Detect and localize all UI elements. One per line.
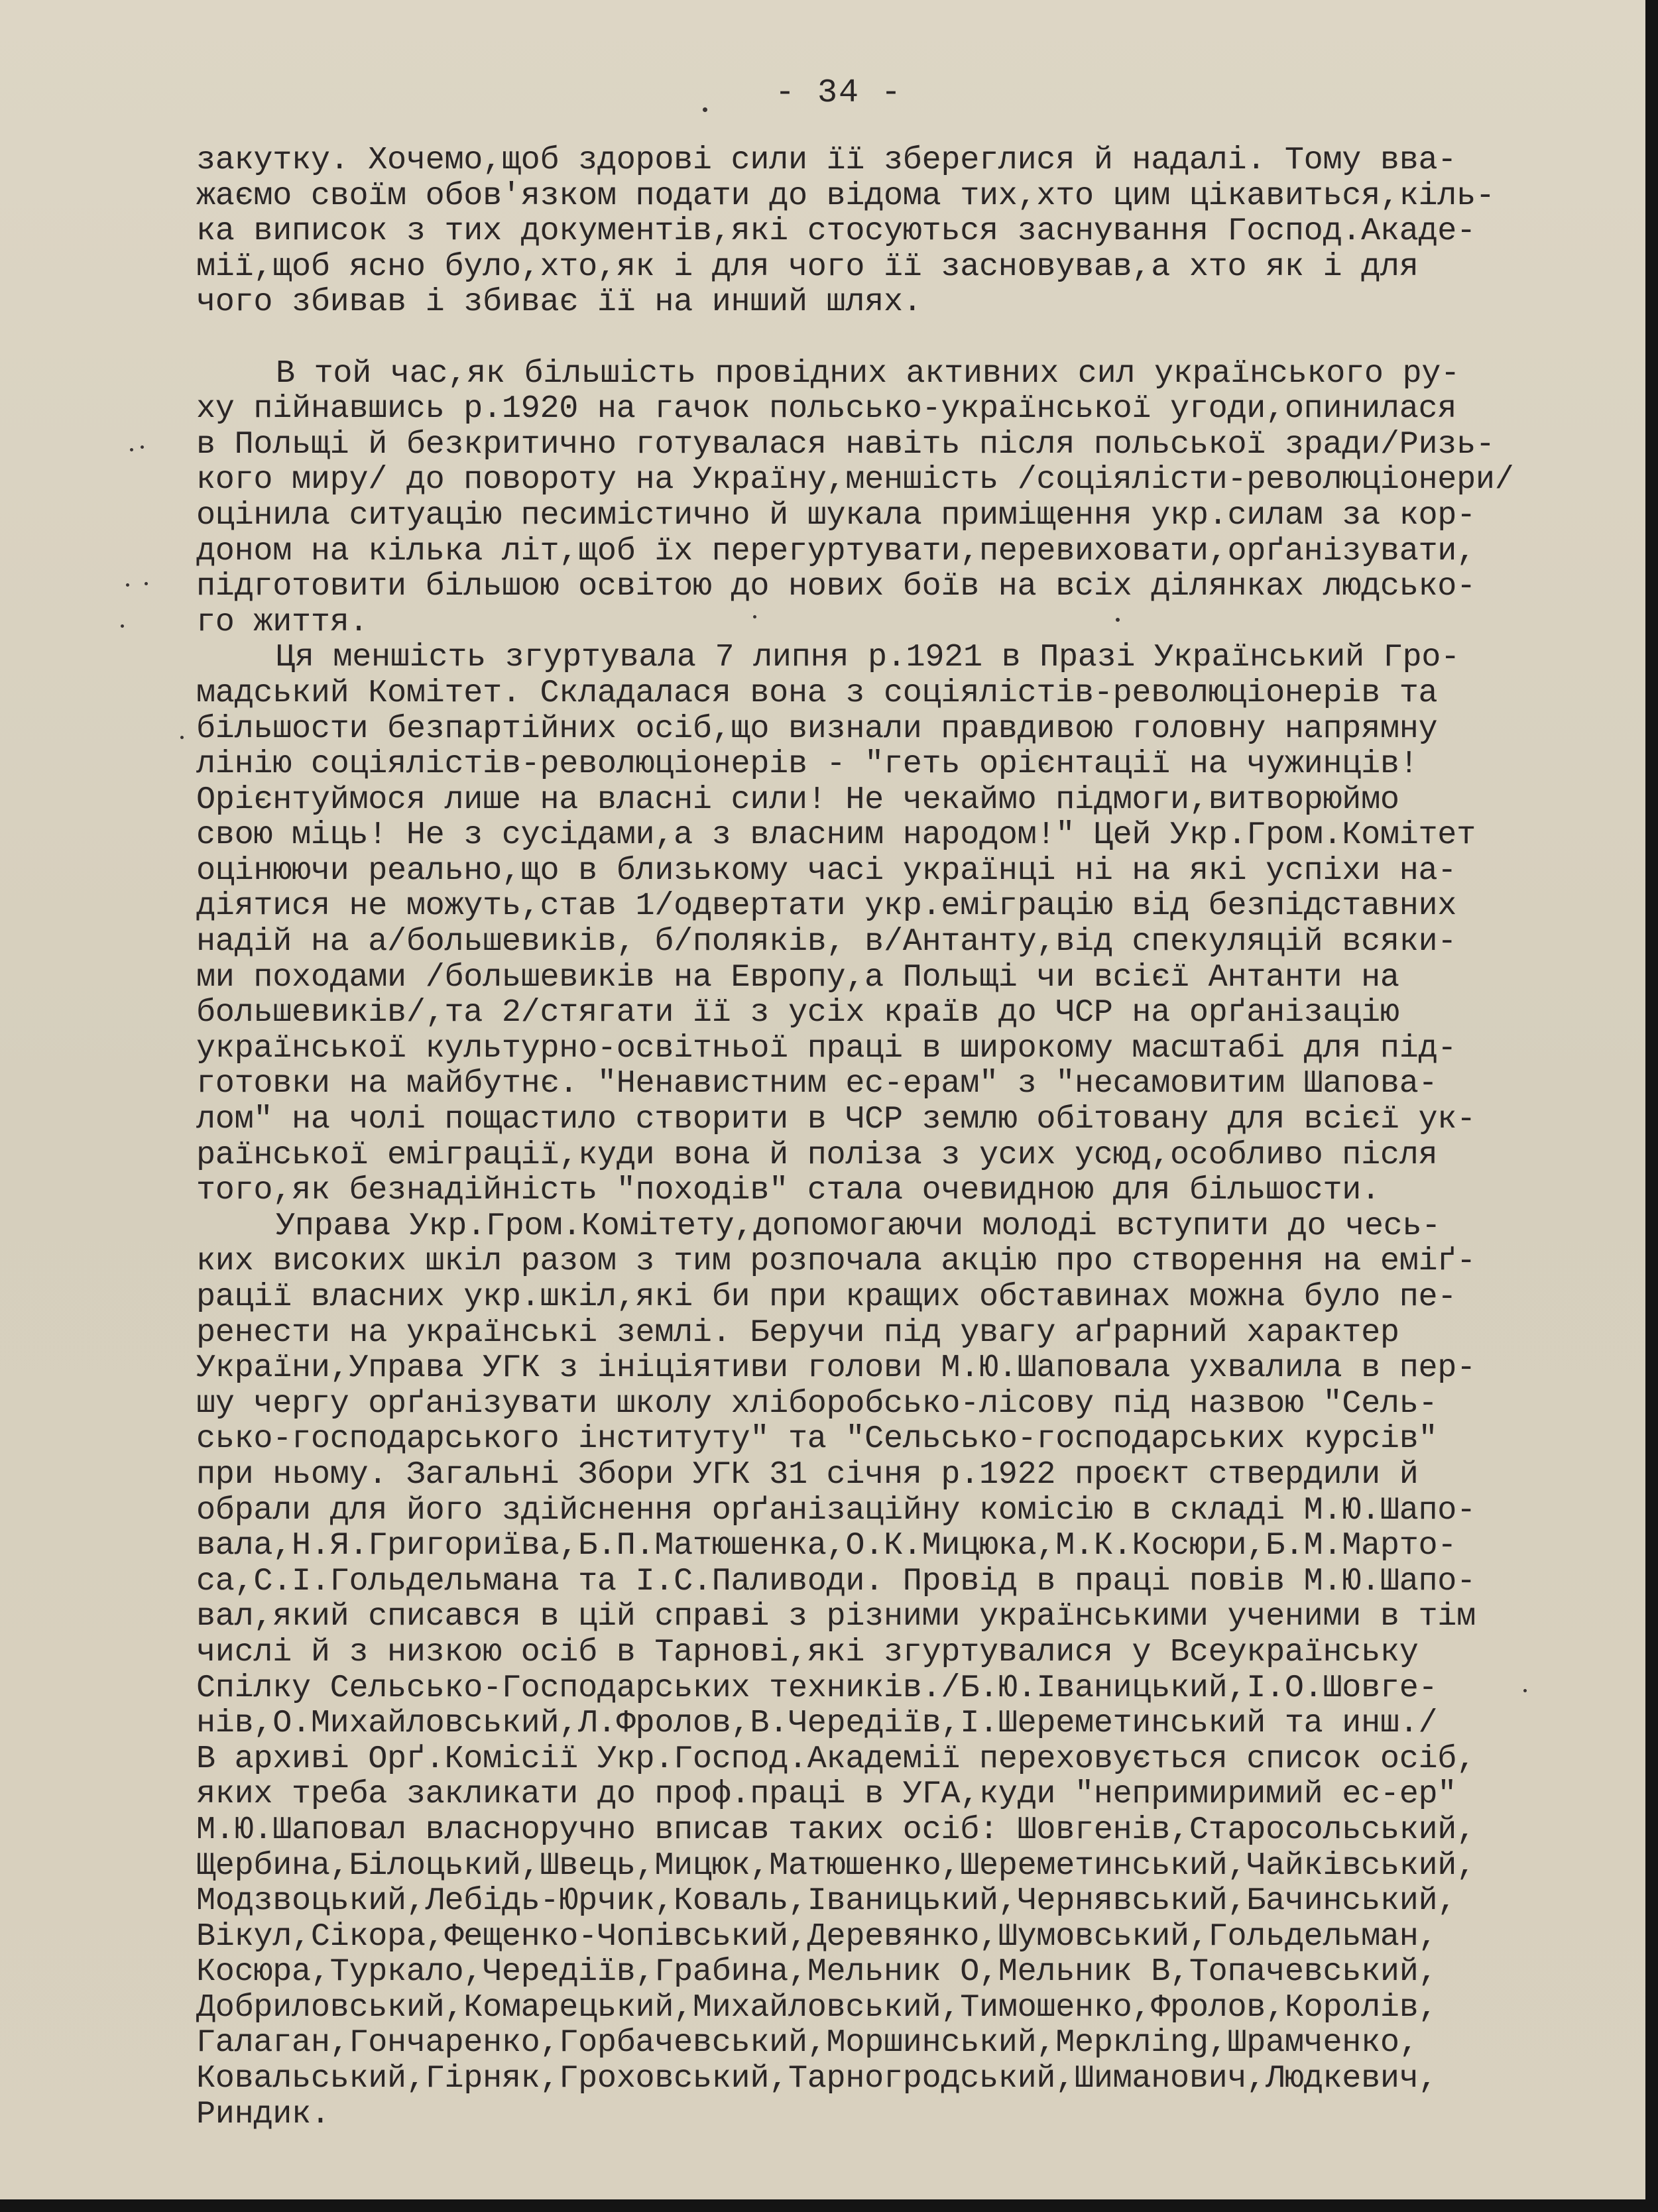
text-line: шу чергу орґанізувати школу хліборобсько-лісову під назвою "Сель- xyxy=(196,1385,1438,1422)
text-line: Добриловський,Комарецький,Михайловський,Тимошенко,Фролов,Королів, xyxy=(196,1989,1438,2026)
text-line: більшости безпартійних осіб,що визнали правдивою головну напрямну xyxy=(196,710,1438,747)
scan-speck xyxy=(753,615,756,618)
text-line: чого збивав і збиває її на инший шлях. xyxy=(196,284,922,321)
scan-speck xyxy=(1523,1689,1527,1692)
text-line: оцінила ситуацію песимістично й шукала приміщення укр.силам за кор- xyxy=(196,496,1476,534)
text-line: Управа Укр.Гром.Комітету,допомогаючи молоді вступити до чесь- xyxy=(276,1207,1441,1244)
text-line: Ця меншість згуртувала 7 липня р.1921 в Празі Український Гро- xyxy=(276,639,1460,676)
text-line: мії,щоб ясно було,хто,як і для чого її засновував,а хто як і для xyxy=(196,248,1419,285)
text-line: діятися не можуть,став 1/одвертати укр.еміграцію від безпідставних xyxy=(196,888,1457,925)
text-line: вал,який списався в цій справі з різними українськими ученими в тім xyxy=(196,1598,1476,1635)
paragraph-gap xyxy=(196,320,1575,356)
scan-border-right xyxy=(1645,0,1658,2212)
text-line: обрали для його здійснення орґанізаційну комісію в складі М.Ю.Шапо- xyxy=(196,1491,1476,1529)
text-line: підготовити більшою освітою до нових боїв на всіх ділянках людсько- xyxy=(196,568,1476,605)
text-line: доном на кілька літ,щоб їх перегуртувати,перевиховати,орґанізувати, xyxy=(196,532,1476,569)
text-line: ка виписок з тих документів,які стосуються заснування Господ.Акаде- xyxy=(196,213,1476,250)
text-line: ких високих шкіл разом з тим розпочала акцію про створення на еміґ- xyxy=(196,1243,1476,1280)
text-line: в Польщі й безкритично готувалася навіть після польської зради/Ризь- xyxy=(196,426,1495,463)
text-line: жаємо своїм обов'язком подати до відома тих,хто цим цікавиться,кіль- xyxy=(196,177,1495,214)
text-line: ху пійнавшись р.1920 на гачок польсько-української угоди,опинилася xyxy=(196,390,1457,428)
text-line: Риндик. xyxy=(196,2095,330,2132)
text-line: кого миру/ до повороту на Україну,меншість /соціялісти-революціонери/ xyxy=(196,461,1514,498)
scan-speck xyxy=(121,624,124,628)
text-line: Орієнтуймося лише на власні сили! Не чекаймо підмоги,витворюймо xyxy=(196,781,1399,818)
text-line: України,Управа УГК з ініціятиви голови М.Ю.Шаповала ухвалила в пер- xyxy=(196,1350,1476,1387)
text-line: надій на а/большевиків, б/поляків, в/Антанту,від спекуляцій всяки- xyxy=(196,923,1457,960)
text-line: нів,О.Михайловський,Л.Фролов,В.Чередіїв,І.Шереметинський та инш./ xyxy=(196,1705,1438,1742)
scan-speck xyxy=(126,583,129,587)
text-line: Щербина,Білоцький,Швець,Мицюк,Матюшенко,Шереметинський,Чайківський, xyxy=(196,1847,1476,1884)
text-line: Модзвоцький,Лебідь-Юрчик,Коваль,Іваницький,Чернявський,Бачинський, xyxy=(196,1883,1457,1920)
text-line: Галаган,Гончаренко,Горбачевський,Моршинський,Меркліng,Шрамченко, xyxy=(196,2024,1419,2062)
text-line: ми походами /большевиків на Европу,а Польщі чи всієї Антанти на xyxy=(196,959,1399,996)
text-line: яких треба закликати до проф.праці в УГА,куди "непримиримий ес-ер" xyxy=(196,1776,1457,1813)
text-line: сько-господарського інституту" та "Сельсько-господарських курсів" xyxy=(196,1421,1438,1458)
text-line: лом" на чолі пощастило створити в ЧСР землю обітовану для всієї ук- xyxy=(196,1101,1476,1138)
text-line: Косюра,Туркало,Чередіїв,Грабина,Мельник О,Мельник В,Топачевський, xyxy=(196,1953,1438,1991)
scan-border-bottom xyxy=(0,2199,1658,2212)
scan-speck xyxy=(180,736,184,739)
scan-speck xyxy=(130,448,133,451)
text-line: го життя. xyxy=(196,603,369,640)
text-line: оцінюючи реально,що в близькому часі українці ні на які успіхи на- xyxy=(196,852,1457,889)
scan-speck xyxy=(1116,618,1120,622)
text-line: вала,Н.Я.Григориїва,Б.П.Матюшенка,О.К.Мицюка,М.К.Косюри,Б.М.Марто- xyxy=(196,1527,1457,1564)
text-line: ренести на українські землі. Беручи під увагу аґрарний характер xyxy=(196,1314,1399,1351)
text-line: Спілку Сельсько-Господарських техників./Б.Ю.Іваницький,І.О.Шовге- xyxy=(196,1669,1438,1706)
text-line: свою міць! Не з сусідами,а з власним народом!" Цей Укр.Гром.Комітет xyxy=(196,817,1476,854)
text-line: Вікул,Сікора,Фещенко-Чопівський,Деревянко,Шумовський,Гольдельман, xyxy=(196,1918,1438,1955)
text-line: раїнської еміграції,куди вона й поліза з усих усюд,особливо після xyxy=(196,1136,1438,1173)
text-line: закутку. Хочемо,щоб здорові сили її збереглися й надалі. Тому вва- xyxy=(196,142,1457,178)
scan-speck xyxy=(145,582,148,585)
text-line: того,як безнадійність "походів" стала очевидною для більшости. xyxy=(196,1172,1380,1209)
text-line: са,С.І.Гольдельмана та І.С.Паливоди. Провід в праці повів М.Ю.Шапо- xyxy=(196,1562,1476,1600)
page-number: - 34 - xyxy=(774,74,903,112)
scan-speck xyxy=(703,107,707,112)
scan-speck xyxy=(141,445,144,449)
text-line: В архиві Орґ.Комісії Укр.Господ.Академії переховується список осіб, xyxy=(196,1740,1476,1777)
text-line: при ньому. Загальні Збори УГК 31 січня р.1922 проєкт ствердили й xyxy=(196,1456,1419,1493)
text-line: большевиків/,та 2/стягати її з усіх країв до ЧСР на орґанізацію xyxy=(196,994,1399,1031)
text-line: готовки на майбутнє. "Ненавистним ес-ерам" з "несамовитим Шапова- xyxy=(196,1065,1438,1102)
text-line: В той час,як більшість провідних активних сил українського ру- xyxy=(276,355,1460,392)
text-line: Ковальський,Гірняк,Гроховський,Тарногродський,Шиманович,Людкевич, xyxy=(196,2060,1438,2097)
text-line: лінію соціялістів-революціонерів - "геть орієнтації на чужинців! xyxy=(196,746,1419,783)
text-line: української культурно-освітньої праці в широкому масштабі для під- xyxy=(196,1029,1457,1067)
document-body xyxy=(196,143,1575,2132)
text-line: числі й з низкою осіб в Тарнові,які згуртувалися у Всеукраїнську xyxy=(196,1633,1419,1670)
text-line: М.Ю.Шаповал власноручно вписав таких осіб: Шовгенів,Старосольський, xyxy=(196,1811,1476,1848)
text-line: рації власних укр.шкіл,які би при кращих обставинах можна було пе- xyxy=(196,1279,1457,1315)
text-line: мадський Комітет. Складалася вона з соціялістів-революціонерів та xyxy=(196,674,1438,711)
